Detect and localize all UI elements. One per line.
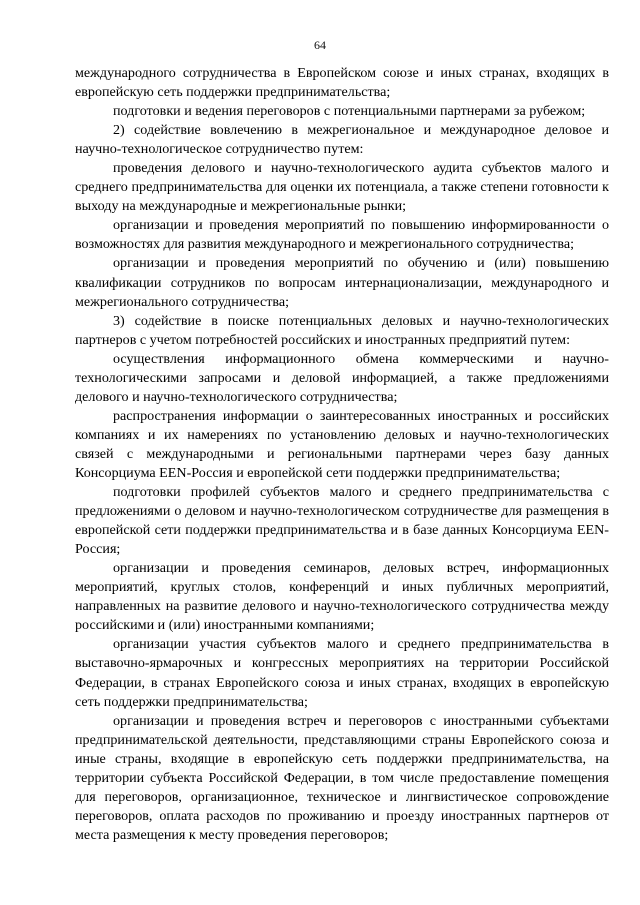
paragraph: подготовки и ведения переговоров с потенциальными партнерами за рубежом; bbox=[113, 103, 586, 120]
page-number: 64 bbox=[314, 38, 326, 52]
paragraph: осуществления информационного обмена коммерческими и научно-технологическими запросами и деловой информацией, а также предложениями делового и научно-технологического сотрудничества; bbox=[75, 350, 609, 405]
paragraph: международного сотрудничества в Европейском союзе и иных странах, входящих в европейскую сеть поддержки предпринимательства; bbox=[75, 65, 609, 101]
paragraph: организации и проведения мероприятий по обучению и (или) повышению квалификации сотрудников по вопросам интернационализации, международного и межрегионального сотрудничества; bbox=[75, 255, 609, 310]
paragraph: проведения делового и научно-технологического аудита субъектов малого и среднего предпринимательства для оценки их потенциала, а также степени готовности к выходу на международные и межрегиональные рынки; bbox=[75, 160, 609, 215]
paragraph: организации участия субъектов малого и среднего предпринимательства в выставочно-ярмарочных и конгрессных мероприятиях на территории Российской Федерации, в странах Европейского союза и иных странах, входящих в европейскую сеть поддержки предпринимательства; bbox=[75, 636, 609, 710]
paragraph: подготовки профилей субъектов малого и среднего предпринимательства с предложениями о деловом и научно-технологическом сотрудничестве для размещения в европейской сети поддержки предпринимательства и в базе данных Консорциума EEN-Россия; bbox=[75, 484, 609, 558]
paragraph: 2) содействие вовлечению в межрегиональное и международное деловое и научно-технологическое сотрудничество путем: bbox=[75, 122, 609, 158]
paragraph: организации и проведения мероприятий по повышению информированности о возможностях для развития международного и межрегионального сотрудничества; bbox=[75, 217, 609, 253]
paragraph: организации и проведения встреч и переговоров с иностранными субъектами предпринимательской деятельности, представляющими страны Европейского союза и иные страны, входящие в европейскую сеть поддержки предпринимательства, на территории субъекта Российской Федерации, в том числе предоставление помещения для переговоров, организационное, техническое и лингвистическое сопровождение переговоров, оплата расходов по проживанию и проезду иностранных партнеров от места размещения к месту проведения переговоров; bbox=[75, 712, 609, 843]
paragraph: 3) содействие в поиске потенциальных деловых и научно-технологических партнеров с учетом потребностей российских и иностранных предприятий путем: bbox=[75, 312, 609, 348]
paragraph: распространения информации о заинтересованных иностранных и российских компаниях и их намерениях по установлению деловых и научно-технологических связей с международными и региональными партнерами через базу данных Консорциума EEN-Россия и европейской сети поддержки предпринимательства; bbox=[75, 407, 609, 481]
document-body bbox=[75, 64, 609, 845]
paragraph: организации и проведения семинаров, деловых встреч, информационных мероприятий, круглых столов, конференций и иных публичных мероприятий, направленных на развитие делового и научно-технологического сотрудничества между российскими и (или) иностранными компаниями; bbox=[75, 560, 609, 634]
